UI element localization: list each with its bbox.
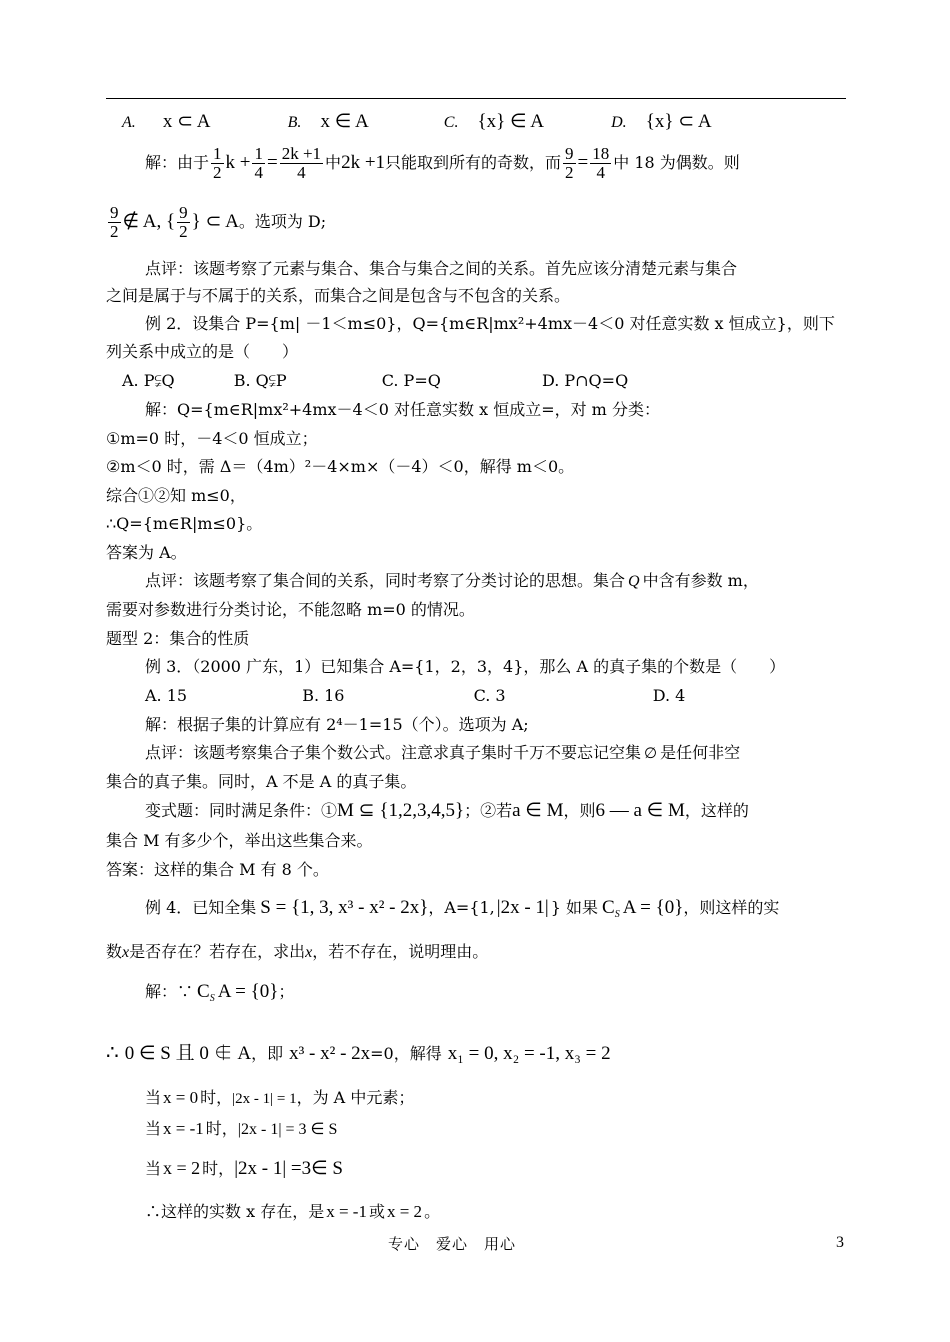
solution2-line4: 综合①②知 m≤0，: [106, 486, 246, 505]
example3-line: 例 3．（2000 广东，1）已知集合 A={1，2，3，4}，那么 A 的真子集的个数是（ ）: [145, 657, 786, 676]
solution2-line6: 答案为 A。: [106, 543, 187, 562]
solution2-line3: ②m＜0 时，需 Δ＝（4m）²－4×m×（－4）＜0，解得 m＜0。: [106, 457, 575, 476]
page-number: 3: [836, 1234, 844, 1251]
solution1-line2: $\frac{9}{2}$ ∉ A, { $\frac{9}{2}$ } ⊂ A。选项为 D;: [110, 203, 327, 241]
conclusion-line: ∴这样的实数 x 存在，是 x = -1 或 x = 2 。: [145, 1202, 441, 1221]
example2-options: A. P⫋Q B. Q⫋P C. P=Q D. P∩Q=Q: [122, 371, 629, 390]
solution3-line: 解：根据子集的计算应有 2⁴－1=15（个）。选项为 A;: [145, 715, 529, 734]
example2-line1: 例 2．设集合 P={m| －1＜m≤0}，Q={m∈R|mx²+4mx－4＜0 对任意实数 x 恒成立}，则下: [145, 314, 835, 333]
example4-line2: 数x是否存在？若存在，求出x，若不存在，说明理由。: [106, 942, 489, 961]
comment1-line2: 之间是属于与不属于的关系，而集合之间是包含与不包含的关系。: [106, 286, 571, 305]
variant-line2: 集合 M 有多少个，举出这些集合来。: [106, 831, 373, 850]
comment3-line1: 点评：该题考察集合子集个数公式。注意求真子集时千万不要忘记空集 ∅ 是任何非空: [145, 743, 741, 762]
case-x-0: 当 x = 0 时，|2x - 1| = 1，为 A 中元素；: [145, 1088, 415, 1107]
example3-options: A. 15 B. 16 C. 3 D. 4: [145, 686, 686, 705]
variant-answer: 答案：这样的集合 M 有 8 个。: [106, 860, 329, 879]
page-footer: 专心 爱心 用心: [388, 1235, 517, 1253]
solution2-line5: ∴Q={m∈R|m≤0}。: [106, 514, 263, 533]
example4-line1: 例 4．已知全集 S = {1, 3, x³ - x² - 2x}，A={1, |2x - 1| } 如果 $C_S$ A = {0}，则这样的实: [145, 897, 780, 921]
comment2-line1: 点评：该题考察了集合间的关系，同时考察了分类讨论的思想。集合 Q 中含有参数 m，: [145, 571, 759, 590]
case-x-neg1: 当 x = -1 时，|2x - 1| = 3 ∈ S: [145, 1119, 338, 1138]
example2-line2: 列关系中成立的是（ ）: [106, 342, 299, 361]
solution4-line2: ∴ 0 ∈ S 且 0 ∉ A，即 x³ - x² - 2x=0，解得 x₁ = 0, x₂ = -1, x₃ = 2: [106, 1040, 611, 1064]
example1-options: A. x ⊂ A B. x ∈ A C. {x} ∈ A D. {x} ⊂ A: [122, 111, 712, 132]
comment3-line2: 集合的真子集。同时，A 不是 A 的真子集。: [106, 772, 417, 791]
solution2-line1: 解：Q={m∈R|mx²+4mx－4＜0 对任意实数 x 恒成立=，对 m 分类：: [145, 400, 660, 419]
comment1-line1: 点评：该题考察了元素与集合、集合与集合之间的关系。首先应该分清楚元素与集合: [145, 259, 738, 278]
variant-line1: 变式题：同时满足条件：①M ⊆ {1,2,3,4,5}；②若a ∈ M，则6 — a ∈ M，这样的: [145, 800, 749, 821]
solution1-line1: 解：由于 $\frac{1}{2}$ k + $\frac{1}{4}$ = $\frac{2k +1}{4}$ 中2k +1只能取到所有的奇数，而 $\frac{9}{2}$ = $\frac{18}{4}$ 中 18 为偶数。则: [145, 144, 740, 182]
section-heading-type2: 题型 2：集合的性质: [106, 629, 250, 648]
header-rule: [106, 98, 846, 99]
solution4-line1: 解：∵ $C_S$ A = {0}；: [145, 981, 295, 1005]
case-x-2: 当 x = 2 时，|2x - 1| =3∈ S: [145, 1158, 343, 1179]
comment2-line2: 需要对参数进行分类讨论，不能忽略 m=0 的情况。: [106, 600, 475, 619]
solution2-line2: ①m=0 时，－4＜0 恒成立；: [106, 429, 318, 448]
